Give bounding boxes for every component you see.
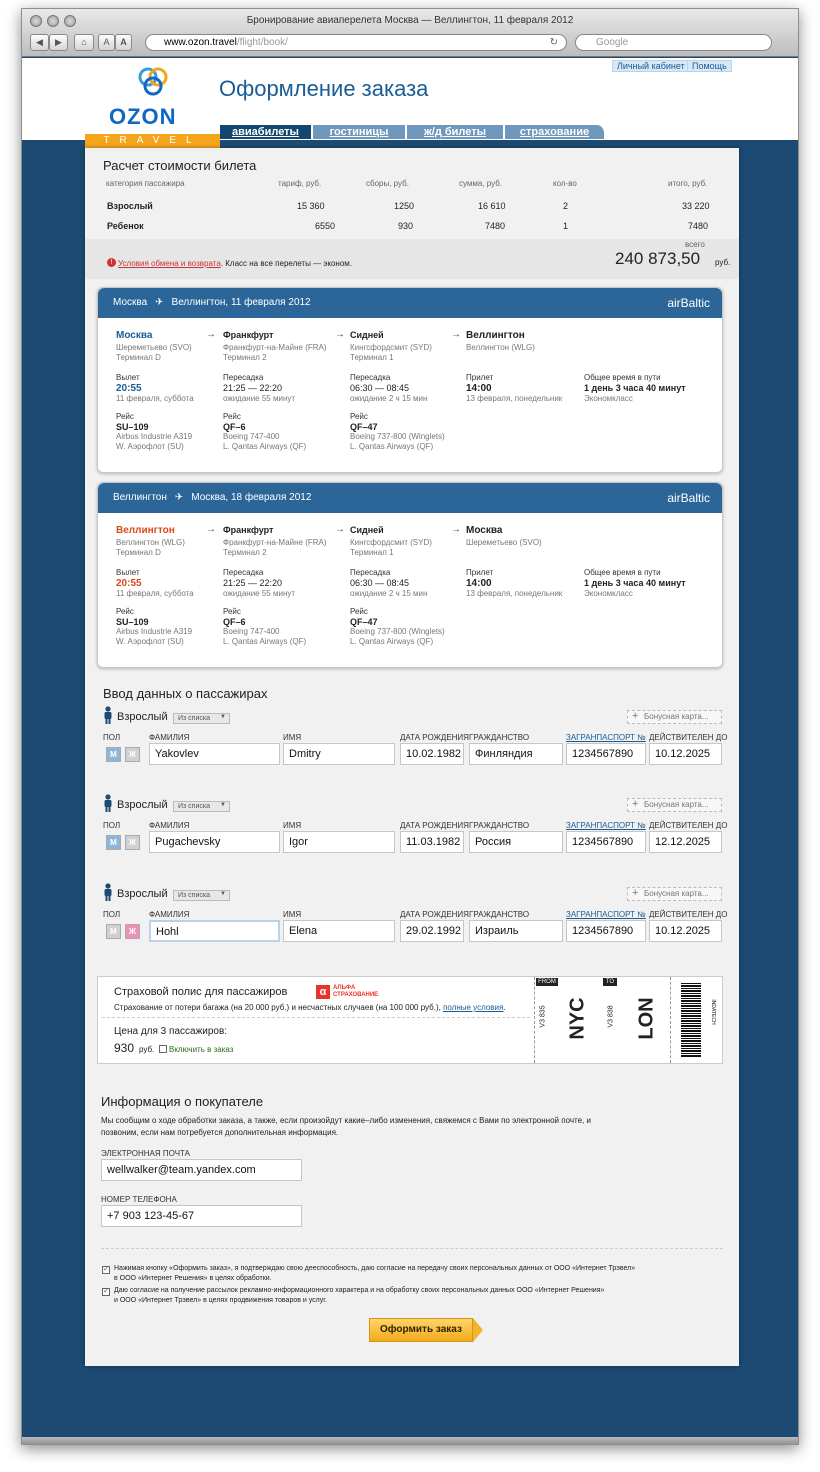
aircraft: Boeing 747-400 — [223, 627, 280, 636]
airline-name: airBaltic — [667, 296, 710, 310]
consent-checkbox-1[interactable] — [102, 1266, 110, 1274]
column-label[interactable]: ЗАГРАНПАСПОРТ № — [566, 733, 646, 742]
stop-city: Франкфурт — [223, 525, 274, 535]
ticket-brand: INDATECH — [710, 999, 716, 1025]
price-row-sum: 16 610 — [478, 201, 506, 211]
flight-code: QF–6 — [223, 422, 246, 432]
stop-airport: Франкфурт-на-Майне (FRA) — [223, 343, 327, 352]
email-label: ЭЛЕКТРОННАЯ ПОЧТА — [101, 1149, 190, 1158]
back-arrow-icon[interactable]: ◀ — [30, 34, 49, 51]
arrival-time: 14:00 — [466, 578, 492, 589]
carrier: W. Аэрофлот (SU) — [116, 637, 184, 646]
page-title: Оформление заказа — [219, 76, 429, 101]
flight-card — [97, 482, 723, 668]
flight-label: Рейс — [116, 607, 134, 616]
alfa-brand-line1: АЛЬФА — [333, 985, 356, 991]
flight-card — [97, 287, 723, 473]
saved-passenger-select[interactable]: Из списка — [173, 890, 230, 901]
travel-time: 1 день 3 часа 40 минут — [584, 383, 686, 393]
travel-time: 1 день 3 часа 40 минут — [584, 578, 686, 588]
route-to: Веллингтон, 11 февраля 2012 — [171, 297, 311, 308]
flight-card-header — [98, 288, 722, 318]
column-label: ДАТА РОЖДЕНИЯ — [400, 821, 469, 830]
logo-rings-icon — [136, 66, 170, 96]
transfer-label: Пересадка — [223, 373, 264, 382]
phone-label: НОМЕР ТЕЛЕФОНА — [101, 1195, 177, 1204]
passport-field[interactable]: 1234567890 — [566, 831, 646, 853]
departure-label: Вылет — [116, 373, 140, 382]
arrival-airport: Веллингтон (WLG) — [466, 343, 535, 352]
consent-text-1a: Нажимая кнопку «Оформить заказ», я подтверждаю свою дееспособность, даю согласие на передачу своих персональных данных от ООО «Интернет Трэвел» — [114, 1265, 636, 1272]
transfer-time: 06:30 — 08:45 — [350, 383, 410, 393]
conditions-line — [118, 259, 352, 268]
carrier: W. Аэрофлот (SU) — [116, 442, 184, 451]
arrow-icon: → — [451, 524, 461, 535]
price-row-category: Взрослый — [107, 201, 153, 211]
passport-valid-field[interactable]: 10.12.2025 — [649, 920, 722, 942]
include-insurance-label[interactable]: Включить в заказ — [169, 1045, 234, 1054]
ticket-to-tag: TO — [603, 978, 617, 986]
price-row-fees: 1250 — [394, 201, 415, 211]
arrival-date: 13 февраля, понедельник — [466, 394, 563, 403]
arrival-date: 13 февраля, понедельник — [466, 589, 563, 598]
conditions-link[interactable]: Условия обмена и возврата — [118, 259, 221, 268]
flight-label: Рейс — [350, 607, 368, 616]
stop-airport: Кингсфордсмит (SYD) — [350, 538, 432, 547]
col-fees: сборы, руб. — [366, 179, 409, 188]
window-title: Бронирование авиаперелета Москва — Веллингтон, 11 февраля 2012 — [246, 15, 574, 26]
passport-field[interactable]: 1234567890 — [566, 743, 646, 765]
col-total: итого, руб. — [668, 179, 708, 188]
price-row-qty: 2 — [563, 201, 569, 211]
flight-code: QF–47 — [350, 422, 378, 432]
passenger-type: Взрослый — [117, 799, 168, 811]
carrier: L. Qantas Airways (QF) — [223, 637, 307, 646]
total-value: 240 873,50 — [615, 249, 701, 268]
col-category: категория пассажира — [106, 179, 185, 188]
price-row-sum: 7480 — [485, 221, 506, 231]
carrier: L. Qantas Airways (QF) — [223, 442, 307, 451]
aircraft: Airbus Industrie A319 — [116, 432, 193, 441]
column-label: ДАТА РОЖДЕНИЯ — [400, 910, 469, 919]
warning-icon: ! — [107, 258, 116, 267]
ticket-perforation — [670, 977, 672, 1063]
plane-icon: ✈ — [174, 492, 184, 503]
passenger-type: Взрослый — [117, 711, 168, 723]
ozon-travel-logo[interactable] — [85, 66, 220, 146]
column-label: ГРАЖДАНСТВО — [469, 910, 530, 919]
first-name-field[interactable]: Igor — [283, 831, 395, 853]
plus-icon: + — [632, 798, 639, 810]
birth-date-field[interactable]: 11.03.1982 — [400, 831, 464, 853]
stop-terminal: Терминал 1 — [350, 353, 394, 362]
ticket-from-tag: FROM — [536, 978, 558, 986]
stop-terminal: Терминал 2 — [223, 353, 267, 362]
first-name-field[interactable]: Elena — [283, 920, 395, 942]
passport-valid-field[interactable]: 10.12.2025 — [649, 743, 722, 765]
passenger-type: Взрослый — [117, 888, 168, 900]
help-link[interactable]: Помощь — [687, 60, 732, 72]
include-insurance-checkbox[interactable] — [159, 1045, 167, 1053]
insurance-desc-line: Страхование от потери багажа (на 20 000 руб.) и несчастных случаев (на 100 000 руб.), полные условия. — [114, 1003, 506, 1012]
insurance-price-label: Цена для 3 пассажиров: — [114, 1026, 228, 1037]
ticket-perforation — [534, 977, 536, 1063]
arrival-city: Веллингтон — [466, 330, 525, 341]
tab-hotels[interactable]: гостиницы — [313, 125, 406, 139]
ticket-to-city: LON — [635, 997, 658, 1040]
carrier: L. Qantas Airways (QF) — [350, 442, 434, 451]
stop-city: Сидней — [350, 525, 384, 535]
first-name-field[interactable]: Dmitry — [283, 743, 395, 765]
logo-subtext: TRAVEL — [85, 134, 220, 148]
column-label: ИМЯ — [283, 821, 302, 830]
transfer-time: 21:25 — 22:20 — [223, 383, 283, 393]
barcode-icon — [681, 983, 701, 1057]
ticket-from-code: V3 835 — [539, 1005, 547, 1028]
divider — [102, 1017, 530, 1018]
plane-icon: ✈ — [155, 297, 164, 308]
passenger-icon — [103, 794, 113, 812]
window-bottom-bar — [22, 1437, 798, 1445]
flight-code: QF–47 — [350, 617, 378, 627]
chevron-down-icon: ▼ — [220, 802, 226, 808]
col-sum: сумма, руб. — [459, 179, 503, 188]
arrow-icon: → — [335, 329, 345, 340]
stop-terminal: Терминал 1 — [350, 548, 394, 557]
person-icon — [103, 794, 113, 812]
sex-label: ПОЛ — [103, 910, 121, 919]
price-row-fees: 930 — [398, 221, 414, 231]
insurance-title: Страховой полис для пассажиров — [114, 986, 288, 998]
browser-chrome — [22, 9, 798, 57]
forward-arrow-icon[interactable]: ▶ — [49, 34, 68, 51]
airline-name: airBaltic — [667, 491, 710, 505]
logo-text: OZON — [109, 104, 177, 129]
birth-date-field[interactable]: 10.02.1982 — [400, 743, 464, 765]
price-row-total: 7480 — [688, 221, 709, 231]
route-to: Москва, 18 февраля 2012 — [191, 492, 312, 503]
transfer-label: Пересадка — [350, 568, 391, 577]
url-path: /flight/book/ — [236, 37, 288, 48]
column-label: ДАТА РОЖДЕНИЯ — [400, 733, 469, 742]
home-icon[interactable]: ⌂ — [74, 34, 94, 51]
stop-airport: Кингсфордсмит (SYD) — [350, 343, 432, 352]
text-larger-button[interactable]: A — [115, 34, 132, 51]
flight-route — [113, 492, 311, 503]
price-row-fare: 15 360 — [297, 201, 325, 211]
insurance-terms-link[interactable]: полные условия — [443, 1003, 504, 1012]
alfa-logo-icon: α — [316, 985, 330, 999]
aircraft: Boeing 737-800 (Winglets) — [350, 432, 445, 441]
col-fare: тариф, руб. — [278, 179, 322, 188]
departure-time: 20:55 — [116, 383, 142, 394]
chevron-down-icon: ▼ — [220, 714, 226, 720]
transfer-label: Пересадка — [223, 568, 264, 577]
price-row-total: 33 220 — [682, 201, 710, 211]
transfer-time: 21:25 — 22:20 — [223, 578, 283, 588]
buyer-desc-1: Мы сообщим о ходе обработки заказа, а также, если произойдут какие–либо изменения, свяжемся с Вами по электронной почте, и — [101, 1116, 591, 1125]
search-input[interactable]: Google — [575, 34, 772, 51]
departure-terminal: Терминал D — [116, 353, 161, 362]
reload-icon[interactable]: ↻ — [549, 37, 558, 48]
departure-date: 11 февраля, суббота — [116, 394, 194, 403]
email-field[interactable]: wellwalker@team.yandex.com — [101, 1159, 302, 1181]
alfa-brand-line2: СТРАХОВАНИЕ — [333, 992, 379, 998]
address-bar[interactable] — [145, 34, 567, 51]
saved-passenger-select[interactable]: Из списка — [173, 713, 230, 724]
sex-label: ПОЛ — [103, 821, 121, 830]
passengers-title: Ввод данных о пассажирах — [103, 686, 268, 701]
ticket-to-code: V3 838 — [607, 1005, 615, 1028]
column-label[interactable]: ЗАГРАНПАСПОРТ № — [566, 821, 646, 830]
route-from: Москва — [113, 297, 148, 308]
aircraft: Boeing 747-400 — [223, 432, 280, 441]
column-label: ФАМИЛИЯ — [149, 910, 190, 919]
consent-text-1b: в ООО «Интернет Решения» в целях обработки. — [114, 1275, 272, 1282]
service-class: Экономкласс — [584, 394, 633, 403]
person-icon — [103, 706, 113, 724]
divider — [101, 1248, 723, 1249]
last-name-field[interactable]: Yakovlev — [149, 743, 280, 765]
aircraft: Airbus Industrie A319 — [116, 627, 193, 636]
pricing-title: Расчет стоимости билета — [103, 158, 257, 173]
sex-male-button[interactable]: М — [106, 747, 121, 762]
column-label: ИМЯ — [283, 910, 302, 919]
chevron-down-icon: ▼ — [220, 891, 226, 897]
conditions-text: . Класс на все перелеты — эконом. — [220, 259, 352, 268]
total-label: всего — [685, 240, 705, 249]
column-label: ГРАЖДАНСТВО — [469, 733, 530, 742]
consent-text-2b: и ООО «Интернет Трэвел» в целях продвижения товаров и услуг. — [114, 1297, 327, 1304]
bonus-card-button[interactable]: Бонусная карта... — [627, 887, 722, 901]
insurance-price: 930 — [114, 1041, 135, 1055]
plus-icon: + — [632, 710, 639, 722]
flight-label: Рейс — [350, 412, 368, 421]
insurance-desc: Страхование от потери багажа (на 20 000 руб.) и несчастных случаев (на 100 000 руб.), — [114, 1003, 441, 1012]
citizenship-field[interactable]: Финляндия — [469, 743, 563, 765]
column-label: ФАМИЛИЯ — [149, 821, 190, 830]
departure-airport: Веллингтон (WLG) — [116, 538, 185, 547]
sex-label: ПОЛ — [103, 733, 121, 742]
flight-label: Рейс — [116, 412, 134, 421]
travel-time-label: Общее время в пути — [584, 568, 661, 577]
carrier: L. Qantas Airways (QF) — [350, 637, 434, 646]
transfer-wait: ожидание 55 минут — [223, 394, 296, 403]
tab-trains[interactable]: ж/д билеты — [407, 125, 504, 139]
sex-female-button[interactable]: Ж — [125, 924, 140, 939]
departure-date: 11 февраля, суббота — [116, 589, 194, 598]
person-icon — [103, 883, 113, 901]
service-class: Экономкласс — [584, 589, 633, 598]
consent-text-2a: Даю согласие на получение рассылок рекламно-информационного характера и на обработку своих персональных данных ООО «Интернет Решения» — [114, 1287, 605, 1294]
phone-field[interactable]: +7 903 123-45-67 — [101, 1205, 302, 1227]
flight-card-header — [98, 483, 722, 513]
flight-code: SU–109 — [116, 422, 149, 432]
last-name-field[interactable]: Pugachevsky — [149, 831, 280, 853]
route-from: Веллингтон — [113, 492, 167, 503]
arrival-airport: Шереметьево (SVO) — [466, 538, 542, 547]
submit-order-button[interactable]: Оформить заказ — [369, 1318, 473, 1342]
insurance-price-unit: руб. — [139, 1045, 155, 1054]
passenger-icon — [103, 706, 113, 724]
departure-time: 20:55 — [116, 578, 142, 589]
sex-female-button[interactable]: Ж — [125, 835, 140, 850]
flight-label: Рейс — [223, 607, 241, 616]
departure-city: Москва — [116, 330, 153, 341]
passenger-icon — [103, 883, 113, 901]
departure-city: Веллингтон — [116, 525, 175, 536]
transfer-wait: ожидание 2 ч 15 мин — [350, 589, 428, 598]
passport-field[interactable]: 1234567890 — [566, 920, 646, 942]
sex-male-button[interactable]: М — [106, 924, 121, 939]
stop-terminal: Терминал 2 — [223, 548, 267, 557]
citizenship-field[interactable]: Израиль — [469, 920, 563, 942]
stop-airport: Франкфурт-на-Майне (FRA) — [223, 538, 327, 547]
stop-city: Франкфурт — [223, 330, 274, 340]
url-host: www.ozon.travel — [164, 37, 237, 48]
insurance-block — [97, 976, 723, 1064]
total-unit: руб. — [715, 258, 731, 267]
ticket-from-city: NYC — [566, 997, 589, 1040]
tab-insurance[interactable]: страхование — [505, 125, 605, 139]
arrival-time: 14:00 — [466, 383, 492, 394]
arrow-icon: → — [206, 524, 216, 535]
arrival-label: Прилет — [466, 373, 494, 382]
col-qty: кол-во — [553, 179, 577, 188]
arrow-icon: → — [451, 329, 461, 340]
arrival-label: Прилет — [466, 568, 494, 577]
buyer-desc-2: позвоним, если нам потребуется дополнительная информация. — [101, 1128, 339, 1137]
plus-icon: + — [632, 887, 639, 899]
sex-male-button[interactable]: М — [106, 835, 121, 850]
alfa-brand — [333, 985, 378, 999]
flight-label: Рейс — [223, 412, 241, 421]
transfer-wait: ожидание 2 ч 15 мин — [350, 394, 428, 403]
arrow-icon: → — [335, 524, 345, 535]
column-label: ГРАЖДАНСТВО — [469, 821, 530, 830]
departure-terminal: Терминал D — [116, 548, 161, 557]
arrival-city: Москва — [466, 525, 503, 536]
birth-date-field[interactable]: 29.02.1992 — [400, 920, 464, 942]
text-smaller-button[interactable]: A — [98, 34, 115, 51]
arrow-icon: → — [206, 329, 216, 340]
order-form — [85, 148, 739, 1366]
last-name-field[interactable]: Hohl — [149, 920, 280, 942]
transfer-time: 06:30 — 08:45 — [350, 578, 410, 588]
bonus-card-button[interactable]: Бонусная карта... — [627, 798, 722, 812]
stop-city: Сидней — [350, 330, 384, 340]
citizenship-field[interactable]: Россия — [469, 831, 563, 853]
price-row-fare: 6550 — [315, 221, 336, 231]
column-label: ДЕЙСТВИТЕЛЕН ДО — [649, 821, 728, 830]
flight-code: SU–109 — [116, 617, 149, 627]
departure-airport: Шереметьево (SVO) — [116, 343, 192, 352]
column-label: ИМЯ — [283, 733, 302, 742]
saved-passenger-select[interactable]: Из списка — [173, 801, 230, 812]
bonus-card-button[interactable]: Бонусная карта... — [627, 710, 722, 724]
browser-window — [21, 8, 799, 1445]
consent-checkbox-2[interactable] — [102, 1288, 110, 1296]
account-link[interactable]: Личный кабинет — [612, 60, 690, 72]
sex-female-button[interactable]: Ж — [125, 747, 140, 762]
flight-code: QF–6 — [223, 617, 246, 627]
transfer-label: Пересадка — [350, 373, 391, 382]
travel-time-label: Общее время в пути — [584, 373, 661, 382]
column-label: ДЕЙСТВИТЕЛЕН ДО — [649, 733, 728, 742]
tab-flights[interactable]: авиабилеты — [220, 125, 312, 139]
passport-valid-field[interactable]: 12.12.2025 — [649, 831, 722, 853]
aircraft: Boeing 737-800 (Winglets) — [350, 627, 445, 636]
price-row-qty: 1 — [563, 221, 569, 231]
price-row-category: Ребенок — [107, 221, 144, 231]
column-label[interactable]: ЗАГРАНПАСПОРТ № — [566, 910, 646, 919]
departure-label: Вылет — [116, 568, 140, 577]
flight-route — [113, 297, 311, 308]
buyer-title: Информация о покупателе — [101, 1094, 264, 1109]
column-label: ДЕЙСТВИТЕЛЕН ДО — [649, 910, 728, 919]
transfer-wait: ожидание 55 минут — [223, 589, 296, 598]
column-label: ФАМИЛИЯ — [149, 733, 190, 742]
